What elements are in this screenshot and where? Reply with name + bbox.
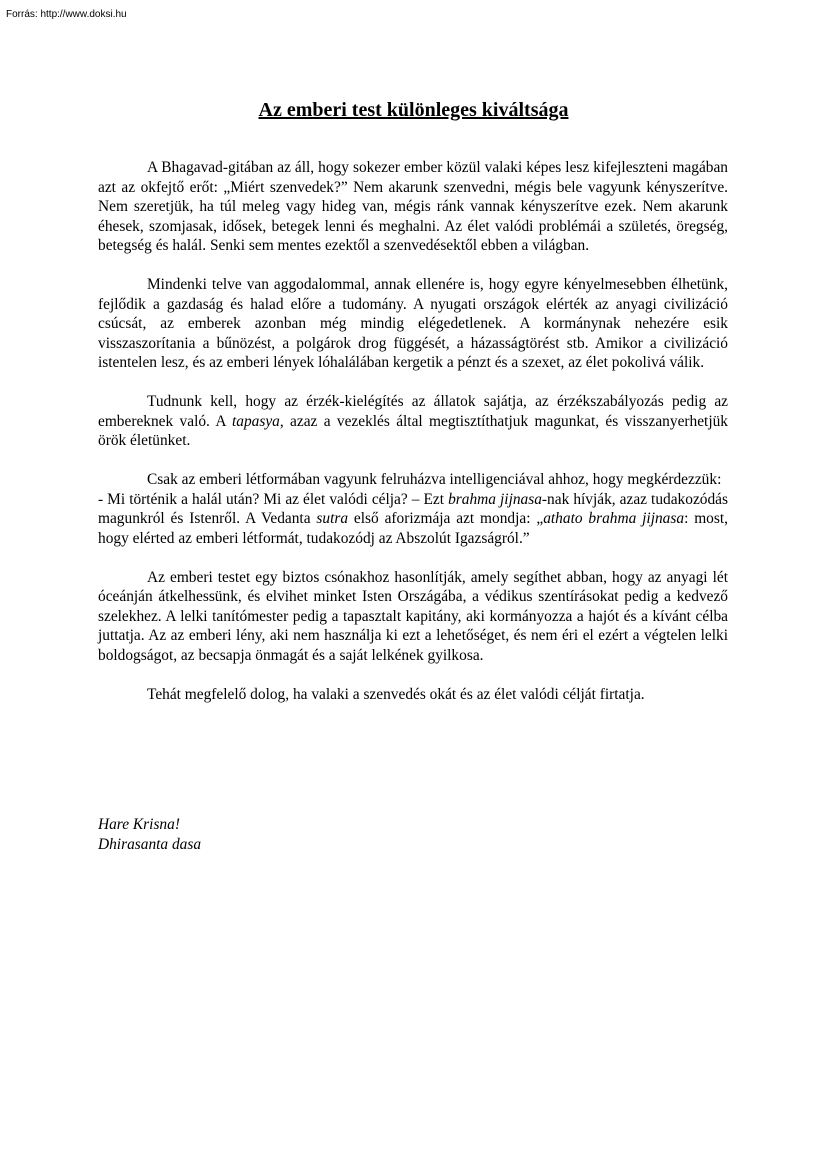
paragraph-1: A Bhagavad-gitában az áll, hogy sokezer ember közül valaki képes lesz kifejleszteni magában azt az okfejtő erőt: „Miért szenvedek?” Nem akarunk szenvedni, mégis bele vagyunk kényszerítve. Nem szeretjük, ha túl meleg vagy hideg van, mégis ránk vannak kényszerítve ezek. Nem akarunk éhesek, szomjasak, idősek, betegek lenni és meghalni. Az élet valódi problémái a születés, öregség, betegség és halál. Senki sem mentes ezektől a szenvedésektől ebben a világban. [98, 159, 728, 254]
question-text-a: - Mi történik a halál után? Mi az élet valódi célja? – Ezt [98, 490, 449, 508]
paragraph-4: Csak az emberi létformában vagyunk felruházva intelligenciával ahhoz, hogy megkérdezzük: [147, 471, 722, 488]
term-tapasya: tapasya [231, 412, 280, 430]
page-title: Az emberi test különleges kiváltsága [258, 99, 569, 121]
paragraph-3 [98, 392, 728, 451]
signature-greeting: Hare Krisna! [98, 816, 180, 833]
question-text-b: -nak hívják, azaz tudakozódás magunkról és Istenről. A Vedanta [98, 490, 728, 527]
paragraph-4-question [98, 490, 728, 549]
article-body [98, 158, 728, 724]
term-brahma-jijnasa: brahma jijnasa [448, 490, 542, 508]
paragraph-3-text-b: , azaz a vezeklés által megtisztíthatjuk magunkat, és visszanyerhetjük örök életünket. [98, 412, 728, 449]
question-text-c: első aforizmája azt mondja: „ [348, 510, 544, 527]
question-text-d: : most, hogy elérted az emberi létformát, tudakozódj az Abszolút Igazságról.” [98, 510, 728, 547]
term-sutra: sutra [316, 510, 349, 527]
term-athato-brahma-jijnasa: athato brahma jijnasa [543, 510, 685, 527]
source-url: Forrás: http://www.doksi.hu [6, 9, 127, 20]
signature [98, 815, 201, 854]
paragraph-3-text-a: Tudnunk kell, hogy az érzék-kielégítés az állatok sajátja, az érzékszabályozás pedig az embereknek való. A [98, 393, 728, 430]
paragraph-6: Tehát megfelelő dolog, ha valaki a szenvedés okát és az élet valódi célját firtatja. [147, 685, 645, 703]
paragraph-2: Mindenki telve van aggodalommal, annak ellenére is, hogy egyre kényelmesebben élhetünk, fejlődik a gazdaság és halad előre a tudomány. A nyugati országok elérték az anyagi civilizáció csúcsát, az emberek azonban még mindig elégedetlenek. A kormánynak nehezére esik visszaszorítania a bűnözést, a polgárok drog függését, a házasságtörést stb. Amikor a civilizáció istentelen lesz, és az emberi lények lóhalálában kergetik a pénzt és a szexet, az élet pokolivá válik. [98, 276, 728, 371]
signature-author: Dhirasanta dasa [98, 835, 202, 853]
paragraph-5: Az emberi testet egy biztos csónakhoz hasonlítják, amely segíthet abban, hogy az anyagi lét óceánján átkelhessünk, és elvihet minket Isten Országába, a védikus szentírásokat pedig a kedvező szelekhez. A lelki tanítómester pedig a tapasztalt kapitány, aki kormányozza a hajót és a kívánt célba juttatja. Az az emberi lény, aki nem használja ki ezt a lehetőséget, és nem éri el ezért a végtelen lelki boldogságot, az becsapja önmagát és a saját lelkének gyilkosa. [98, 568, 728, 664]
